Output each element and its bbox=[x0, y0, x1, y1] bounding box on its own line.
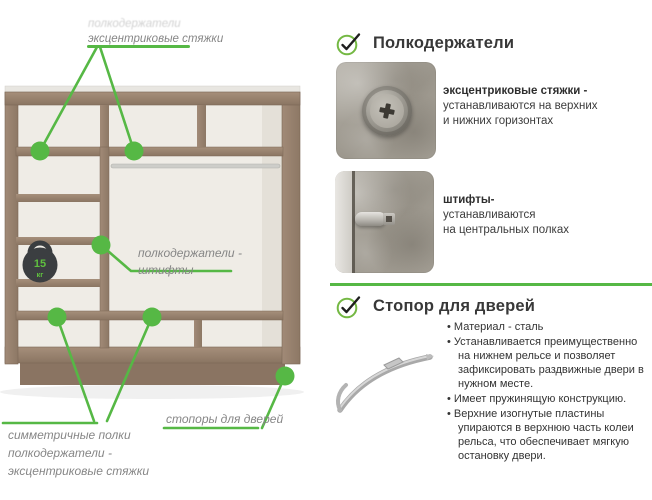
section-shelf-holders-heading bbox=[336, 31, 514, 56]
shelf-left-3 bbox=[16, 279, 100, 287]
hanging-rod bbox=[111, 164, 280, 168]
eccentric-tie-photo bbox=[336, 62, 436, 159]
hw-line: устанавливаются bbox=[443, 209, 536, 221]
divider-bottom bbox=[194, 320, 202, 347]
shelf-left-2 bbox=[16, 237, 100, 245]
wardrobe-plinth bbox=[20, 362, 285, 385]
weight-unit: кг bbox=[36, 270, 44, 279]
floor-shadow bbox=[0, 385, 304, 399]
wardrobe-right-wall bbox=[282, 92, 300, 364]
door-stopper-bullets bbox=[447, 320, 649, 464]
hw-title: штифты- bbox=[443, 194, 495, 206]
wardrobe-left-wall bbox=[5, 92, 18, 364]
label-top-eccentric-ties bbox=[88, 17, 223, 47]
label-line: штифты bbox=[138, 263, 194, 277]
label-line: эксцентриковые стяжки bbox=[88, 33, 224, 45]
label-door-stoppers: стопоры для дверей bbox=[166, 412, 284, 426]
wardrobe-bottom-board bbox=[5, 347, 300, 363]
divider-top-left bbox=[100, 105, 109, 147]
label-line: симметричные полки bbox=[8, 428, 131, 442]
pin-description bbox=[443, 193, 569, 238]
hw-title: эксцентриковые стяжки - bbox=[443, 85, 588, 97]
section-title: Стопор для дверей bbox=[373, 297, 536, 315]
door-stopper-image bbox=[330, 328, 442, 432]
hw-line: и нижних горизонтах bbox=[443, 115, 554, 127]
hw-line: устанавливаются на верхних bbox=[443, 100, 598, 112]
bullet-item: • Устанавливается преимущественно на нижнем рельсе и позволяет зафиксировать раздвижные двери в нужном месте. bbox=[447, 335, 649, 391]
label-line: полкодержатели bbox=[88, 18, 181, 30]
section-title: Полкодержатели bbox=[373, 34, 515, 52]
shelf-top-full bbox=[16, 147, 283, 156]
label-symmetric-shelves bbox=[8, 426, 149, 480]
label-line: полкодержатели - bbox=[138, 246, 242, 260]
label-shelf-pins bbox=[138, 245, 242, 279]
label-line: эксцентриковые стяжки bbox=[8, 464, 150, 478]
section-divider bbox=[330, 283, 652, 286]
pin-photo bbox=[335, 171, 434, 273]
bullet-item: • Имеет пружинящую конструкцию. bbox=[447, 392, 649, 406]
bullet-item: • Верхние изогнутые пластины упираются в верхнюю часть колеи рельса, что обеспечивает мягкую остановку двери. bbox=[447, 407, 649, 463]
eccentric-tie-description bbox=[443, 84, 598, 129]
cam-head bbox=[370, 94, 404, 128]
shelf-pin bbox=[355, 212, 386, 226]
label-line: полкодержатели - bbox=[8, 446, 112, 460]
hw-line: на центральных полках bbox=[443, 224, 569, 236]
label-underline bbox=[87, 45, 190, 48]
shelf-pin-hole bbox=[386, 216, 392, 222]
shelf-left-1 bbox=[16, 194, 100, 202]
checkmark-icon bbox=[336, 294, 362, 319]
wardrobe-top-board bbox=[5, 92, 300, 105]
panel-seam bbox=[352, 171, 355, 273]
divider-top-right bbox=[197, 105, 206, 147]
section-door-stopper-heading bbox=[336, 294, 535, 319]
cam-fastener bbox=[362, 86, 412, 136]
checkmark-icon bbox=[336, 31, 362, 56]
weight-value: 15 bbox=[33, 258, 47, 270]
bullet-item: • Материал - сталь bbox=[447, 320, 649, 334]
panel-edge bbox=[335, 171, 352, 273]
wardrobe-top-edge bbox=[5, 86, 300, 92]
